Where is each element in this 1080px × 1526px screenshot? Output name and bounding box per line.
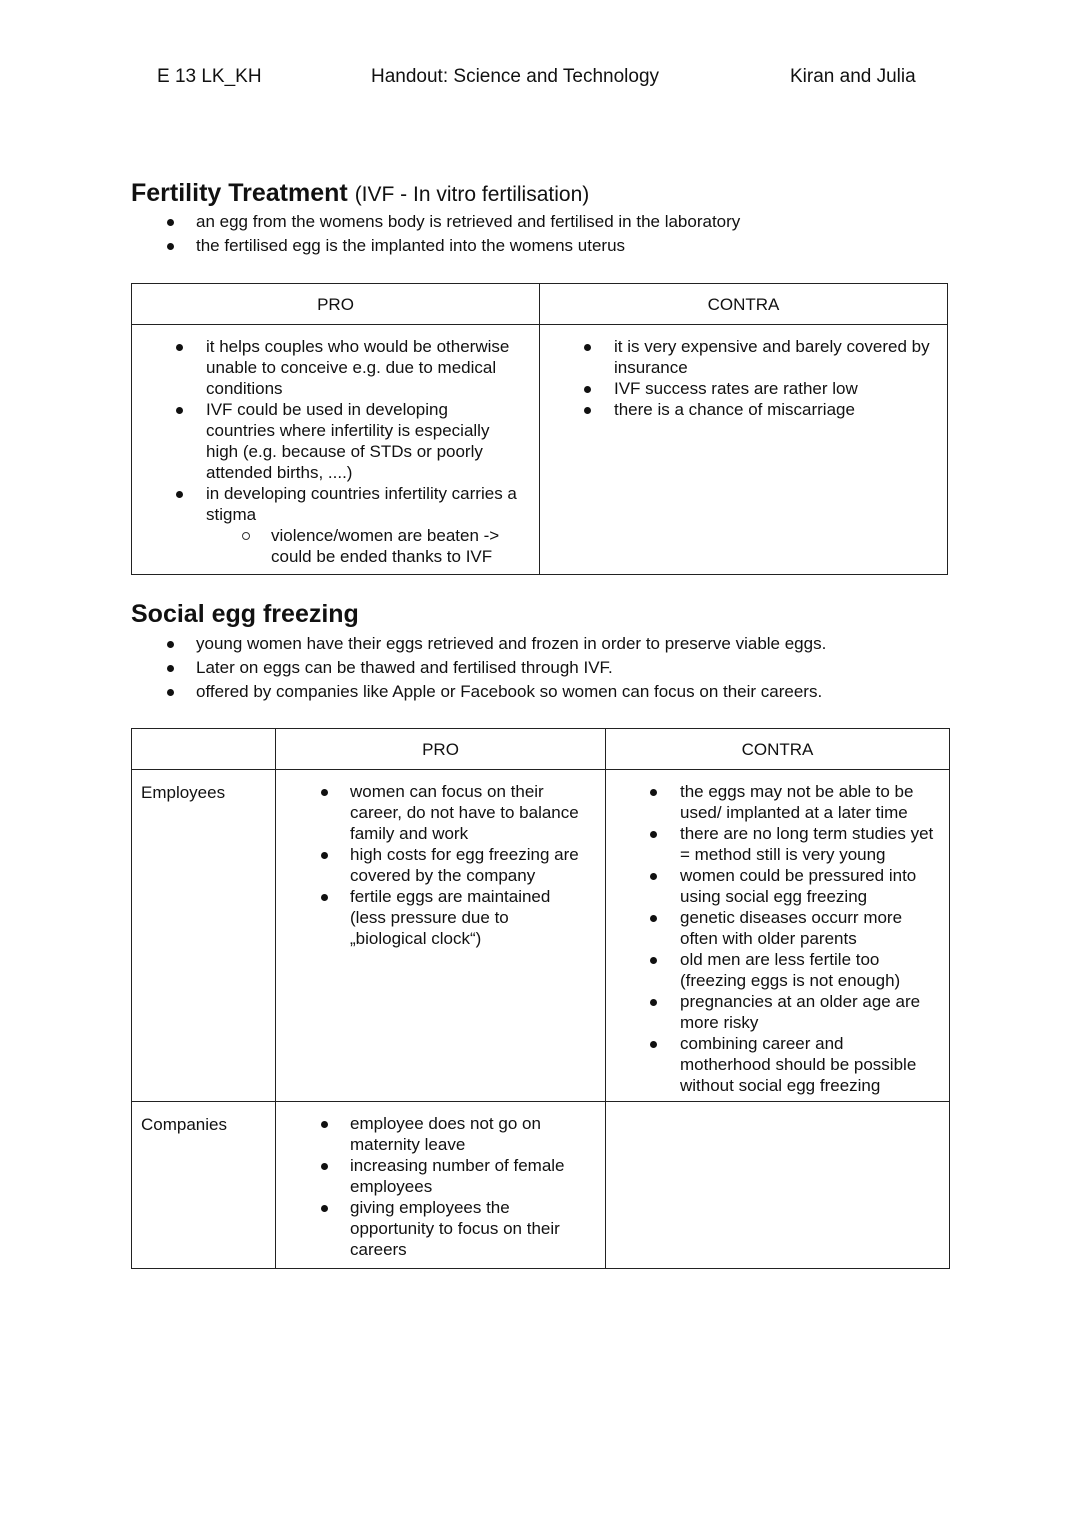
list-item: IVF could be used in developing countries where infertility is especially high (e.g. because of STDs or poorly attended births, ....) bbox=[132, 399, 539, 483]
employees-contra-cell bbox=[606, 770, 950, 1102]
fertility-pro-cell bbox=[132, 325, 540, 575]
list-item: high costs for egg freezing are covered by the company bbox=[276, 844, 605, 886]
list-item: there are no long term studies yet = method still is very young bbox=[606, 823, 949, 865]
list-item: combining career and motherhood should be possible without social egg freezing bbox=[606, 1033, 949, 1096]
empty-header-cell bbox=[132, 729, 276, 770]
list-item: old men are less fertile too (freezing eggs is not enough) bbox=[606, 949, 949, 991]
row-label-companies: Companies bbox=[132, 1102, 276, 1269]
authors: Kiran and Julia bbox=[790, 66, 916, 87]
employees-pro-cell bbox=[276, 770, 606, 1102]
social-heading: Social egg freezing bbox=[131, 600, 359, 628]
list-item: increasing number of female employees bbox=[276, 1155, 605, 1197]
companies-contra-cell bbox=[606, 1102, 950, 1269]
list-item: employee does not go on maternity leave bbox=[276, 1113, 605, 1155]
list-item: offered by companies like Apple or Facebook so women can focus on their careers. bbox=[0, 680, 826, 704]
handout-title: Handout: Science and Technology bbox=[371, 66, 660, 87]
social-pro-contra-table bbox=[131, 728, 950, 1269]
course-code: E 13 LK_KH bbox=[157, 66, 262, 87]
list-item: Later on eggs can be thawed and fertilised through IVF. bbox=[0, 656, 826, 680]
list-item: women could be pressured into using social egg freezing bbox=[606, 865, 949, 907]
fertility-intro-list bbox=[0, 210, 740, 258]
contra-header: CONTRA bbox=[540, 284, 948, 325]
list-item: genetic diseases occurr more often with older parents bbox=[606, 907, 949, 949]
fertility-pro-contra-table bbox=[131, 283, 948, 575]
contra-header: CONTRA bbox=[606, 729, 950, 770]
fertility-subtitle: (IVF - In vitro fertilisation) bbox=[354, 183, 590, 206]
list-item: fertile eggs are maintained (less pressure due to „biological clock“) bbox=[276, 886, 605, 949]
pro-header: PRO bbox=[276, 729, 606, 770]
list-item: pregnancies at an older age are more risky bbox=[606, 991, 949, 1033]
list-item: young women have their eggs retrieved and frozen in order to preserve viable eggs. bbox=[0, 632, 826, 656]
list-item: the eggs may not be able to be used/ implanted at a later time bbox=[606, 781, 949, 823]
list-item bbox=[132, 483, 539, 567]
row-label-employees: Employees bbox=[132, 770, 276, 1102]
list-item: there is a chance of miscarriage bbox=[540, 399, 947, 420]
list-item: women can focus on their career, do not have to balance family and work bbox=[276, 781, 605, 844]
list-item: the fertilised egg is the implanted into the womens uterus bbox=[0, 234, 740, 258]
list-item: giving employees the opportunity to focus on their careers bbox=[276, 1197, 605, 1260]
pro-header: PRO bbox=[132, 284, 540, 325]
sub-list-item: violence/women are beaten -> could be ended thanks to IVF bbox=[206, 525, 529, 567]
fertility-title: Fertility Treatment bbox=[131, 179, 348, 207]
list-item-text: in developing countries infertility carries a stigma bbox=[206, 484, 517, 524]
fertility-contra-cell bbox=[540, 325, 948, 575]
list-item: it helps couples who would be otherwise unable to conceive e.g. due to medical conditions bbox=[132, 336, 539, 399]
list-item: IVF success rates are rather low bbox=[540, 378, 947, 399]
list-item: an egg from the womens body is retrieved and fertilised in the laboratory bbox=[0, 210, 740, 234]
social-intro-list bbox=[0, 632, 826, 704]
list-item: it is very expensive and barely covered by insurance bbox=[540, 336, 947, 378]
companies-pro-cell bbox=[276, 1102, 606, 1269]
fertility-heading bbox=[131, 178, 589, 210]
